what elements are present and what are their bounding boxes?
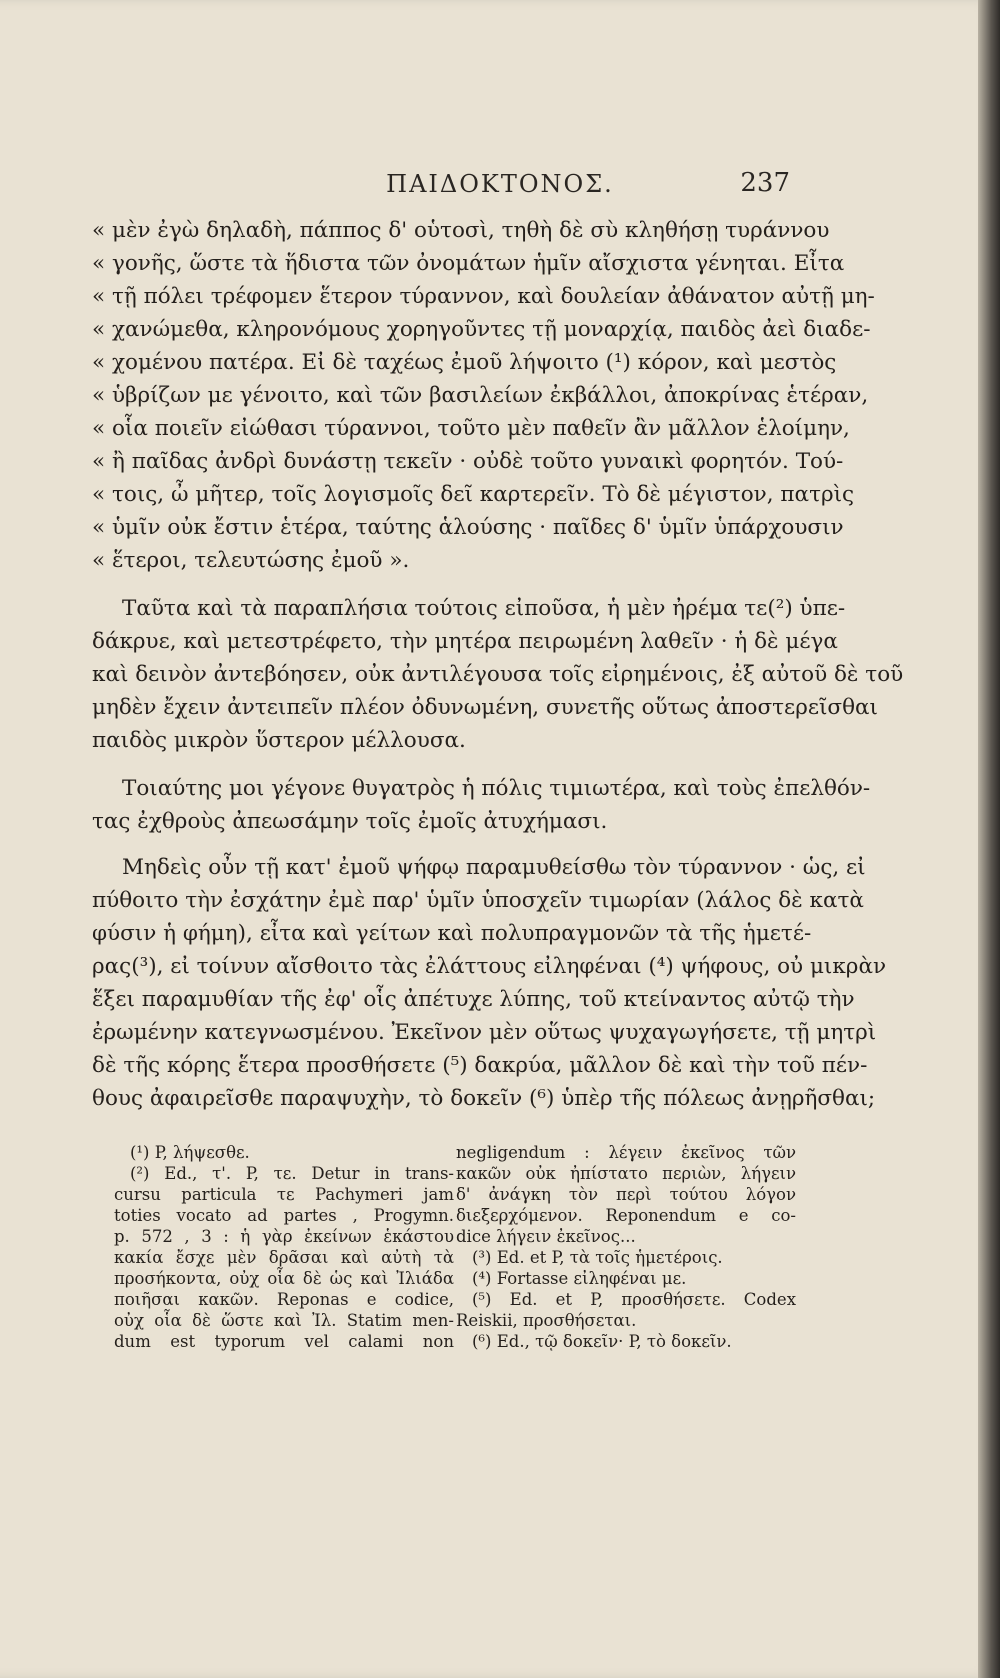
text-line: καὶ δεινὸν ἀντεβόησεν, οὐκ ἀντιλέγουσα τοῖς εἰρημένοις, ἐξ αὐτοῦ δὲ τοῦ [92, 662, 904, 687]
text-line: φύσιν ἡ φήμη), εἶτα καὶ γείτων καὶ πολυπραγμονῶν τὰ τῆς ἡμετέ- [92, 921, 812, 946]
footnote-line: negligendum : λέγειν ἐκεῖνος τῶν [456, 1143, 796, 1162]
text-line: « ὑβρίζων με γένοιτο, καὶ τῶν βασιλείων ἐκβάλλοι, ἀποκρίνας ἑτέραν, [92, 383, 869, 408]
text-line: μηδὲν ἔχειν ἀντειπεῖν πλέον ὀδυνωμένη, συνετῆς οὕτως ἀποστερεῖσθαι [92, 695, 878, 720]
text-line: « ἕτεροι, τελευτώσης ἐμοῦ ». [92, 548, 410, 573]
footnote-line: (⁶) Ed., τῷ δοκεῖν· P, τὸ δοκεῖν. [472, 1332, 732, 1351]
paragraph-start: Μηδεὶς οὖν τῇ κατ' ἐμοῦ ψήφῳ παραμυθείσθω τὸν τύραννον · ὡς, εἰ [122, 855, 866, 880]
footnote-line: dice λήγειν ἐκεῖνος... [456, 1227, 636, 1246]
footnote-line: δ' ἀνάγκη τὸν περὶ τούτου λόγον [456, 1185, 796, 1204]
footnotes-right-column [456, 1142, 796, 1352]
footnote-line: (⁴) Fortasse εἰληφέναι με. [472, 1269, 687, 1288]
text-line: « μὲν ἐγὼ δηλαδὴ, πάππος δ' οὑτοσὶ, τηθὴ δὲ σὺ κληθήσῃ τυράννου [92, 218, 830, 243]
text-line: « τοις, ὦ μῆτερ, τοῖς λογισμοῖς δεῖ καρτερεῖν. Τὸ δὲ μέγιστον, πατρὶς [92, 482, 855, 507]
footnote-line: κακία ἔσχε μὲν δρᾶσαι καὶ αὐτὴ τὰ [114, 1248, 454, 1267]
text-line: « γονῆς, ὥστε τὰ ἥδιστα τῶν ὀνομάτων ἡμῖν αἴσχιστα γένηται. Εἶτα [92, 251, 845, 276]
text-line: πύθοιτο τὴν ἐσχάτην ἐμὲ παρ' ὑμῖν ὑποσχεῖν τιμωρίαν (λάλος δὲ κατὰ [92, 888, 864, 913]
footnote-line: ποιῆσαι κακῶν. Reponas e codice, [114, 1290, 454, 1309]
text-line: ἕξει παραμυθίαν τῆς ἐφ' οἷς ἀπέτυχε λύπης, τοῦ κτείναντος αὐτῷ τὴν [92, 987, 855, 1012]
footnote-line: (⁵) Ed. et P, προσθήσετε. Codex [472, 1290, 796, 1309]
text-line: παιδὸς μικρὸν ὕστερον μέλλουσα. [92, 728, 466, 753]
paragraph-start: Ταῦτα καὶ τὰ παραπλήσια τούτοις εἰποῦσα, ἡ μὲν ἠρέμα τε(²) ὑπε- [122, 596, 846, 621]
text-line: θους ἀφαιρεῖσθε παραψυχὴν, τὸ δοκεῖν (⁶) ὑπὲρ τῆς πόλεως ἀνῃρῆσθαι; [92, 1086, 876, 1111]
text-line: « ἢ παῖδας ἀνδρὶ δυνάστῃ τεκεῖν · οὐδὲ τοῦτο γυναικὶ φορητόν. Τού- [92, 449, 844, 474]
text-line: τας ἐχθροὺς ἀπεωσάμην τοῖς ἐμοῖς ἀτυχήμασι. [92, 809, 608, 834]
footnote-line: (²) Ed., τ'. P, τε. Detur in trans- [130, 1164, 454, 1183]
text-line: « οἷα ποιεῖν εἰώθασι τύραννοι, τοῦτο μὲν παθεῖν ἂν μᾶλλον ἑλοίμην, [92, 416, 850, 441]
footnote-line: κακῶν οὐκ ἠπίστατο περιὼν, λήγειν [456, 1164, 796, 1183]
page-edge-shadow [978, 0, 1000, 1678]
footnote-line: οὐχ οἷα δὲ ὥστε καὶ Ἰλ. Statim men- [114, 1311, 454, 1330]
footnote-line: (¹) P, λήψεσθε. [130, 1143, 250, 1162]
footnote-line: Reiskii, προσθήσεται. [456, 1311, 637, 1330]
text-line: « χομένου πατέρα. Εἰ δὲ ταχέως ἐμοῦ λήψοιτο (¹) κόρον, καὶ μεστὸς [92, 350, 837, 375]
text-line: ρας(³), εἰ τοίνυν αἴσθοιτο τὰς ἐλάττους εἰληφέναι (⁴) ψήφους, οὐ μικρὰν [92, 954, 887, 979]
text-line: δὲ τῆς κόρης ἕτερα προσθήσετε (⁵) δακρύα, μᾶλλον δὲ καὶ τὴν τοῦ πέν- [92, 1053, 868, 1078]
footnotes-left-column [114, 1142, 454, 1352]
footnote-line: toties vocato ad partes , Progymn. [114, 1206, 454, 1225]
paragraph-start: Τοιαύτης μοι γέγονε θυγατρὸς ἡ πόλις τιμιωτέρα, καὶ τοὺς ἐπελθόν- [122, 776, 871, 801]
footnote-line: cursu particula τε Pachymeri jam [114, 1185, 454, 1204]
text-line: ἐρωμένην κατεγνωσμένου. Ἐκεῖνον μὲν οὕτως ψυχαγωγήσετε, τῇ μητρὶ [92, 1020, 877, 1045]
text-line: « ὑμῖν οὐκ ἔστιν ἑτέρα, ταύτης ἁλούσης · παῖδες δ' ὑμῖν ὑπάρχουσιν [92, 515, 844, 540]
running-title: ΠΑΙΔΟΚΤΟΝΟΣ. [386, 170, 614, 198]
footnote-line: p. 572 , 3 : ἡ γὰρ ἐκείνων ἑκάστου [114, 1227, 454, 1246]
footnote-line: προσήκοντα, οὐχ οἷα δὲ ὡς καὶ Ἰλιάδα [114, 1269, 454, 1288]
page-number: 237 [740, 168, 790, 198]
footnote-line: (³) Ed. et P, τὰ τοῖς ἡμετέροις. [472, 1248, 723, 1267]
text-line: « τῇ πόλει τρέφομεν ἕτερον τύραννον, καὶ δουλείαν ἀθάνατον αὐτῇ μη- [92, 284, 875, 309]
text-line: « χανώμεθα, κληρονόμους χορηγοῦντες τῇ μοναρχίᾳ, παιδὸς ἀεὶ διαδε- [92, 317, 871, 342]
footnote-line: dum est typorum vel calami non [114, 1332, 454, 1351]
footnote-line: διεξερχόμενον. Reponendum e co- [456, 1206, 796, 1225]
text-line: δάκρυε, καὶ μετεστρέφετο, τὴν μητέρα πειρωμένη λαθεῖν · ἡ δὲ μέγα [92, 629, 838, 654]
